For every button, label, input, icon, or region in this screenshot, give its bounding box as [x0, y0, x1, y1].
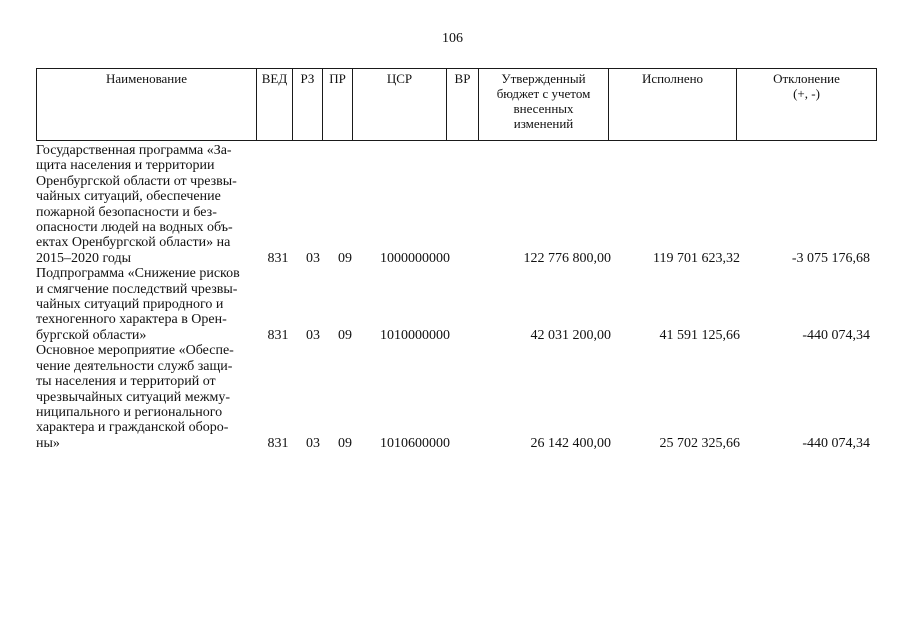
header-budget-line: бюджет с учетом [496, 86, 591, 101]
row-name-line: Подпрограмма «Снижение рисков [36, 266, 240, 282]
row-name [36, 343, 258, 451]
row-name-line: Основное мероприятие «Обеспе- [36, 343, 234, 359]
row-rz: 03 [306, 435, 320, 451]
table-row [36, 343, 876, 451]
row-name-line: техногенного характера в Орен- [36, 312, 227, 328]
row-budget: 26 142 400,00 [530, 435, 611, 451]
row-name-line: характера и гражданской оборо- [36, 420, 229, 436]
row-csr: 1010000000 [380, 327, 450, 343]
table-row [36, 266, 876, 343]
row-name-line: щита населения и территории [36, 158, 215, 174]
row-rz: 03 [306, 327, 320, 343]
row-done: 41 591 125,66 [659, 327, 740, 343]
row-ved: 831 [267, 435, 289, 451]
header-budget [479, 69, 609, 141]
row-name-line: Государственная программа «За- [36, 143, 232, 158]
row-csr: 1010600000 [380, 435, 450, 451]
table-header [36, 68, 877, 141]
row-name-line: ты населения и территорий от [36, 374, 216, 390]
header-budget-line: Утвержденный [501, 71, 586, 86]
row-budget: 42 031 200,00 [530, 327, 611, 343]
row-name-line: опасности людей на водных объ- [36, 220, 233, 236]
page-number: 106 [442, 31, 463, 46]
row-name-line: Оренбургской области от чрезвы- [36, 173, 237, 189]
header-csr: ЦСР [353, 69, 447, 141]
row-done: 25 702 325,66 [659, 435, 740, 451]
row-name-line: чрезвычайных ситуаций межму- [36, 389, 231, 405]
table-row [36, 143, 876, 266]
header-deviation-line: Отклонение [773, 71, 840, 86]
row-pr: 09 [338, 250, 352, 266]
header-budget-line: изменений [513, 116, 574, 131]
row-ved: 831 [267, 250, 289, 266]
row-name-line: пожарной безопасности и без- [36, 204, 217, 220]
row-name [36, 266, 258, 343]
row-name-line: ектах Оренбургской области» на [36, 235, 231, 251]
row-name-line: и смягчение последствий чрезвы- [36, 281, 238, 297]
header-ved: ВЕД [257, 69, 293, 141]
header-budget-line: внесенных [513, 101, 574, 116]
header-rz: РЗ [293, 69, 323, 141]
row-name-line: чайных ситуаций, обеспечение [36, 189, 221, 205]
row-name-line: ниципального и регионального [36, 404, 223, 420]
row-rz: 03 [306, 250, 320, 266]
row-ved: 831 [267, 327, 289, 343]
header-done: Исполнено [609, 69, 737, 141]
header-deviation-line: (+, -) [793, 86, 820, 101]
header-deviation [737, 69, 877, 141]
row-name-line: 2015–2020 годы [36, 250, 132, 266]
header-name: Наименование [37, 69, 257, 141]
row-deviation: -3 075 176,68 [791, 250, 870, 266]
row-name-line: бургской области» [36, 327, 147, 343]
row-budget: 122 776 800,00 [523, 250, 611, 266]
row-deviation: -440 074,34 [802, 327, 870, 343]
row-deviation: -440 074,34 [802, 435, 870, 451]
row-name [36, 143, 258, 266]
row-name-line: чайных ситуаций природного и [36, 297, 224, 313]
row-pr: 09 [338, 327, 352, 343]
header-pr: ПР [323, 69, 353, 141]
header-vr: ВР [447, 69, 479, 141]
row-name-line: чение деятельности служб защи- [36, 358, 233, 374]
row-name-line: ны» [36, 435, 60, 451]
row-csr: 1000000000 [380, 250, 450, 266]
row-done: 119 701 623,32 [653, 250, 740, 266]
row-pr: 09 [338, 435, 352, 451]
table-body [36, 143, 876, 451]
